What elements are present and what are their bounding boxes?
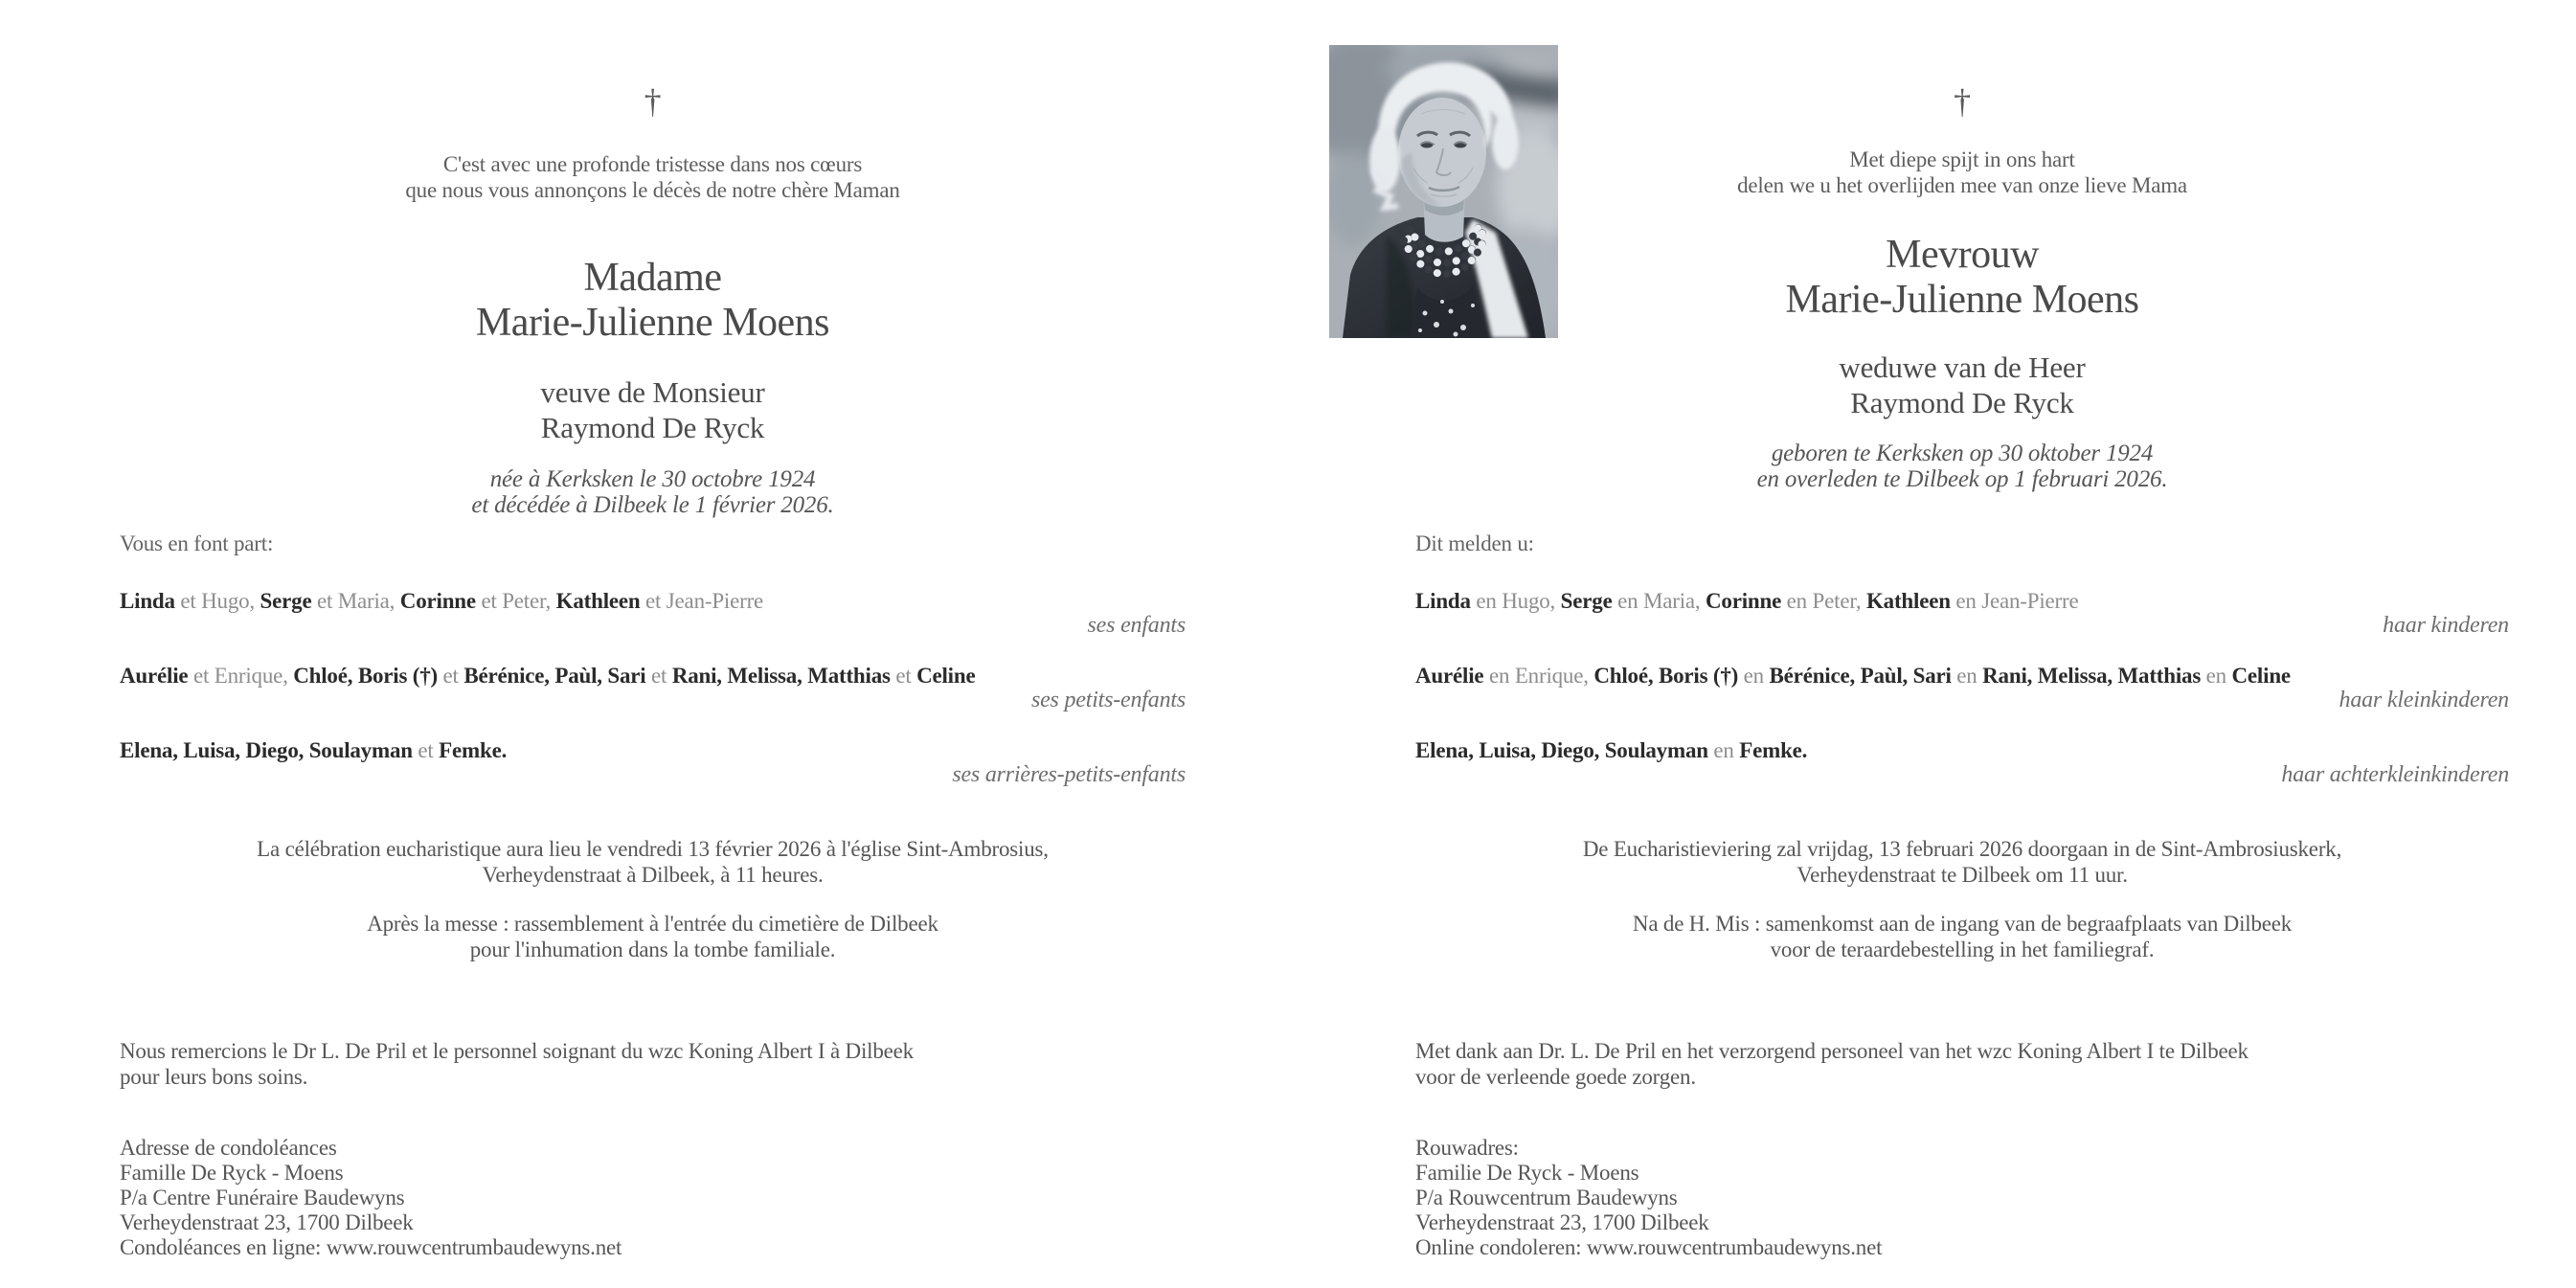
after-mass-line: voor de teraardebestelling in het familiegraf.	[1770, 938, 2155, 961]
address-line: P/a Rouwcentrum Baudewyns	[1415, 1186, 1678, 1209]
grandchildren-names-dutch	[1415, 664, 2509, 689]
death-line: en overleden te Dilbeek op 1 februari 2026.	[1756, 466, 2168, 492]
grandchildren-names-french	[120, 664, 1186, 689]
family-name-part: Chloé, Boris (†)	[293, 664, 438, 688]
thanks-text-dutch	[1415, 1038, 2509, 1090]
intro-text-dutch	[1415, 147, 2509, 198]
great-grandchildren-label-french: ses arrières-petits-enfants	[952, 762, 1186, 787]
address-line: Familie De Ryck - Moens	[1415, 1161, 1639, 1185]
deceased-title-french	[120, 256, 1186, 346]
condolence-address-dutch	[1415, 1136, 2509, 1260]
family-name-part: Kathleen	[555, 589, 641, 613]
announcement-lead-french: Vous en font part:	[120, 531, 274, 555]
family-name-part: en	[1951, 664, 1983, 688]
family-name-part: et	[438, 664, 464, 688]
family-name-part: et Jean-Pierre	[640, 589, 764, 613]
family-name-part: et Maria,	[311, 589, 400, 613]
ceremony-info-dutch	[1415, 836, 2509, 888]
family-name-part: et Hugo,	[174, 589, 260, 613]
family-name-part: Celine	[2231, 664, 2291, 688]
family-name-part: Kathleen	[1865, 589, 1951, 613]
family-name-part: et	[890, 664, 917, 688]
title-line: Mevrouw	[1886, 233, 2039, 277]
family-name-part: Rani, Melissa, Matthias	[1982, 664, 2202, 688]
ceremony-line: La célébration eucharistique aura lieu le vendredi 13 février 2026 à l'église Sint-Ambrosius,	[257, 837, 1049, 861]
intro-line: delen we u het overlijden mee van onze lieve Mama	[1737, 173, 2187, 197]
address-line: P/a Centre Funéraire Baudewyns	[120, 1186, 405, 1209]
family-name-part: Femke.	[1739, 738, 1808, 762]
family-name-part: Aurélie	[120, 664, 189, 688]
children-names-french	[120, 589, 1186, 614]
family-name-part: en	[1738, 664, 1770, 688]
great-grandchildren-label-dutch: haar achterkleinkinderen	[2281, 762, 2509, 787]
spouse-name: Raymond De Ryck	[540, 411, 765, 444]
family-name-part: Linda	[120, 589, 175, 613]
ceremony-line: De Eucharistieviering zal vrijdag, 13 februari 2026 doorgaan in de Sint-Ambrosiuskerk,	[1582, 837, 2342, 861]
intro-text-french	[120, 151, 1186, 203]
spouse-name: Raymond De Ryck	[1850, 386, 2074, 419]
family-name-part: Elena, Luisa, Diego, Soulayman	[1415, 738, 1708, 762]
death-line: et décédée à Dilbeek le 1 février 2026.	[471, 492, 834, 518]
birth-death-dates-french	[120, 466, 1186, 518]
family-name-part: Aurélie	[1415, 664, 1484, 688]
cross-symbol-dutch: †	[1954, 82, 1971, 121]
family-name-part: en	[1707, 738, 1740, 762]
family-name-part: Femke.	[439, 738, 508, 762]
great-grandchildren-names-dutch	[1415, 738, 2509, 763]
family-name-part: en	[2201, 664, 2232, 688]
after-mass-info-dutch	[1415, 911, 2509, 962]
after-mass-line: Na de H. Mis : samenkomst aan de ingang van de begraafplaats van Dilbeek	[1632, 912, 2293, 936]
widow-of-french	[120, 374, 1186, 445]
thanks-line: Nous remercions le Dr L. De Pril et le personnel soignant du wzc Koning Albert I à Dilbeek	[120, 1039, 914, 1063]
address-line: Famille De Ryck - Moens	[120, 1161, 344, 1185]
family-name-part: Serge	[1560, 589, 1613, 613]
family-name-part: en Peter,	[1781, 589, 1866, 613]
children-label-french: ses enfants	[1087, 613, 1186, 638]
cross-symbol-french: †	[644, 82, 662, 121]
thanks-line: Met dank aan Dr. L. De Pril en het verzorgend personeel van het wzc Koning Albert I te Dilbeek	[1415, 1039, 2248, 1063]
after-mass-line: Après la messe : rassemblement à l'entrée du cimetière de Dilbeek	[367, 912, 938, 936]
family-name-part: et Enrique,	[188, 664, 294, 688]
family-name-part: et	[412, 738, 440, 762]
birth-line: née à Kerksken le 30 octobre 1924	[489, 466, 816, 492]
widow-of-dutch	[1415, 350, 2509, 420]
family-name-part: Serge	[260, 589, 312, 613]
address-line: Verheydenstraat 23, 1700 Dilbeek	[120, 1210, 414, 1234]
online-condolence-url: Condoléances en ligne: www.rouwcentrumbaudewyns.net	[120, 1235, 622, 1259]
intro-line: Met diepe spijt in ons hart	[1849, 147, 2075, 171]
family-name-part: Corinne	[399, 589, 476, 613]
after-mass-line: pour l'inhumation dans la tombe familiale.	[469, 938, 836, 961]
intro-line: que nous vous annonçons le décès de notre chère Maman	[405, 178, 900, 202]
family-name-part: en Jean-Pierre	[1950, 589, 2079, 613]
grandchildren-label-french: ses petits-enfants	[1030, 688, 1186, 712]
address-heading: Adresse de condoléances	[120, 1136, 337, 1160]
family-name-part: Celine	[916, 664, 976, 688]
ceremony-line: Verheydenstraat à Dilbeek, à 11 heures.	[482, 863, 824, 887]
thanks-text-french	[120, 1038, 1186, 1090]
great-grandchildren-names-french	[120, 738, 1186, 763]
grandchildren-label-dutch: haar kleinkinderen	[2339, 688, 2509, 712]
family-name-part: Chloé, Boris (†)	[1593, 664, 1739, 688]
family-name-part: Linda	[1415, 589, 1471, 613]
birth-death-dates-dutch	[1415, 441, 2509, 492]
family-name-part: et	[645, 664, 672, 688]
deceased-name: Marie-Julienne Moens	[1785, 278, 2139, 322]
after-mass-info-french	[120, 911, 1186, 962]
family-name-part: en Enrique,	[1483, 664, 1594, 688]
children-label-dutch: haar kinderen	[2383, 613, 2509, 638]
family-name-part: Rani, Melissa, Matthias	[671, 664, 891, 688]
intro-line: C'est avec une profonde tristesse dans nos cœurs	[442, 152, 863, 176]
ceremony-line: Verheydenstraat te Dilbeek om 11 uur.	[1796, 863, 2128, 887]
family-name-part: et Peter,	[475, 589, 556, 613]
address-line: Verheydenstraat 23, 1700 Dilbeek	[1415, 1210, 1709, 1234]
family-name-part: en Hugo,	[1470, 589, 1561, 613]
birth-line: geboren te Kerksken op 30 oktober 1924	[1771, 441, 2154, 466]
address-heading: Rouwadres:	[1415, 1136, 1519, 1160]
thanks-line: pour leurs bons soins.	[120, 1065, 308, 1089]
announcement-lead-dutch: Dit melden u:	[1415, 531, 1534, 555]
thanks-line: voor de verleende goede zorgen.	[1415, 1065, 1696, 1089]
subtitle-line: weduwe van de Heer	[1839, 350, 2086, 384]
family-name-part: en Maria,	[1612, 589, 1706, 613]
ceremony-info-french	[120, 836, 1186, 888]
condolence-address-french	[120, 1136, 1186, 1260]
deceased-name: Marie-Julienne Moens	[475, 301, 830, 345]
family-name-part: Elena, Luisa, Diego, Soulayman	[120, 738, 413, 762]
children-names-dutch	[1415, 589, 2509, 614]
family-name-part: Bérénice, Paùl, Sari	[463, 664, 646, 688]
title-line: Madame	[583, 256, 722, 300]
family-name-part: Bérénice, Paùl, Sari	[1769, 664, 1952, 688]
online-condolence-url: Online condoleren: www.rouwcentrumbaudewyns.net	[1415, 1235, 1883, 1259]
subtitle-line: veuve de Monsieur	[540, 375, 765, 409]
deceased-title-dutch	[1415, 233, 2509, 323]
family-name-part: Corinne	[1706, 589, 1782, 613]
